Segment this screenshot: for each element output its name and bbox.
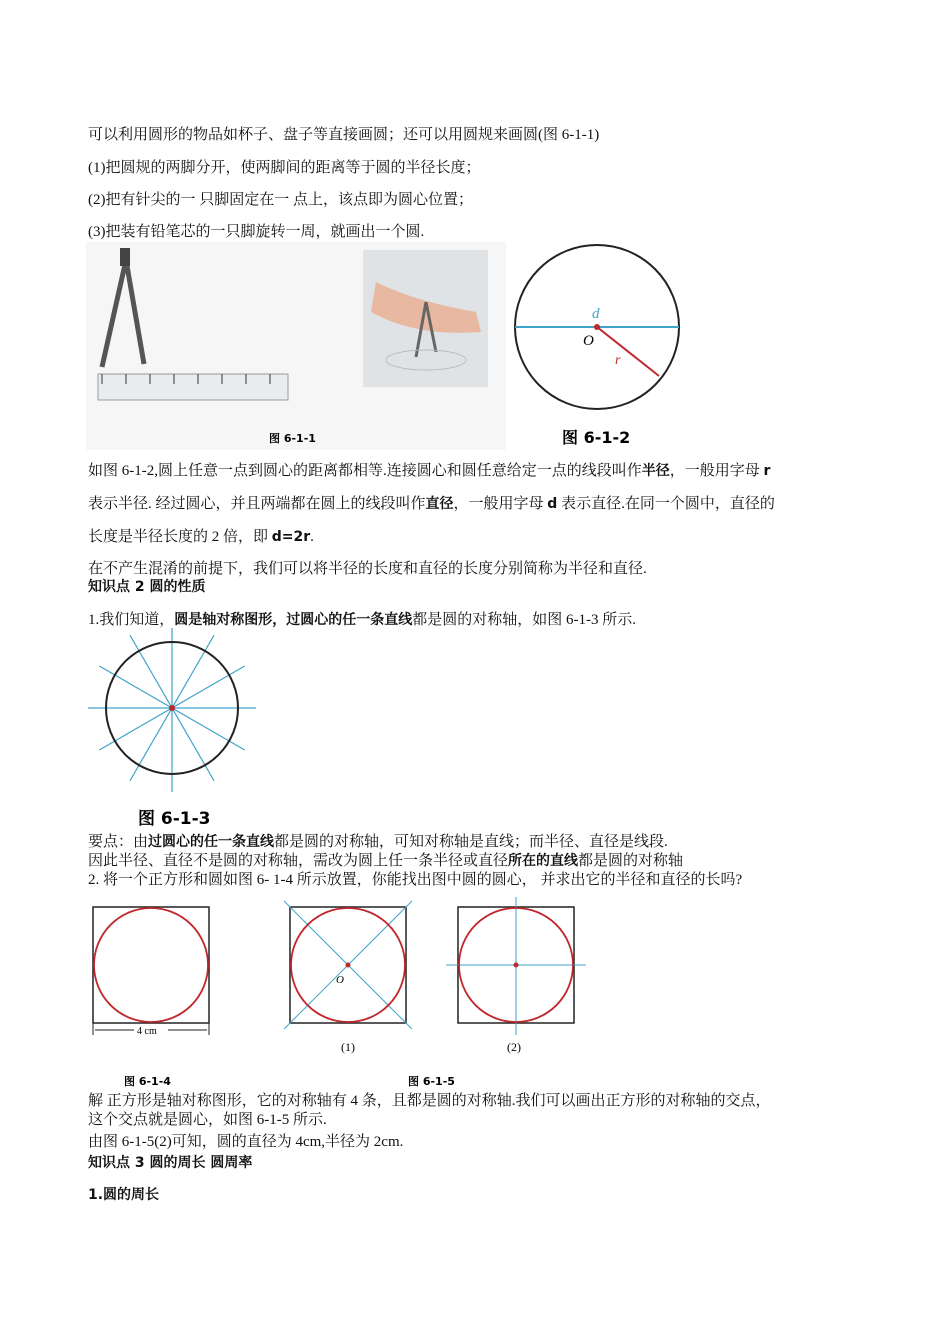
- caption-6-1-2: 图 6-1-2: [562, 428, 631, 447]
- caption-6-1-5: 图 6-1-5: [408, 1075, 455, 1088]
- solution-line-2: 这个交点就是圆心，如图 6-1-5 所示.: [88, 1112, 327, 1128]
- compass-illustration: [86, 242, 684, 450]
- step-1: (1)把圆规的两脚分开，使两脚间的距离等于圆的半径长度；: [88, 160, 481, 176]
- key-point-2: 因此半径、直径不是圆的对称轴，需改为圆上任一条半径或直径所在的直线都是圆的对称轴: [88, 853, 684, 869]
- step-2: (2)把有针尖的一 只脚固定在一 点上，该点即为圆心位置；: [88, 192, 473, 208]
- definition-line-3: 长度是半径长度的 2 倍，即 d=2r.: [88, 529, 314, 545]
- definition-line-2: 表示半径. 经过圆心，并且两端都在圆上的线段叫作直径，一般用字母 d 表示直径.在同一个圆中，直径的: [88, 496, 775, 512]
- caption-6-1-1: 图 6-1-1: [269, 432, 316, 445]
- sub-label-1: (1): [341, 1040, 355, 1054]
- section-3-heading: 知识点 3 圆的周长 圆周率: [88, 1155, 253, 1171]
- figure-compass-photos: [86, 242, 684, 450]
- definition-line-1: 如图 6-1-2,圆上任意一点到圆心的距离都相等.连接圆心和圆任意给定一点的线段叫作半径，一般用字母 r: [88, 463, 771, 479]
- label-o: O: [583, 333, 594, 349]
- section-2-heading: 知识点 2 圆的性质: [88, 579, 206, 595]
- key-point-1: 要点：由过圆心的任一条直线都是圆的对称轴，可知对称轴是直线；而半径、直径是线段.: [88, 834, 668, 850]
- label-o-2: O: [336, 974, 344, 986]
- intro-line: 可以利用圆形的物品如杯子、盘子等直接画圆；还可以用圆规来画圆(图 6-1-1): [88, 127, 600, 143]
- label-d: d: [592, 306, 600, 322]
- solution-line-3: 由图 6-1-5(2)可知，圆的直径为 4cm,半径为 2cm.: [88, 1134, 404, 1150]
- caption-6-1-4: 图 6-1-4: [124, 1075, 171, 1088]
- label-r: r: [615, 353, 621, 368]
- definition-note: 在不产生混淆的前提下，我们可以将半径的长度和直径的长度分别简称为半径和直径.: [88, 561, 647, 577]
- sub-label-2: (2): [507, 1040, 521, 1054]
- symmetry-statement: 1.我们知道，圆是轴对称图形，过圆心的任一条直线都是圆的对称轴，如图 6-1-3 所示.: [88, 612, 637, 628]
- figure-6-1-3: [88, 628, 263, 833]
- question-2: 2. 将一个正方形和圆如图 6- 1-4 所示放置，你能找出图中圆的圆心， 并求出它的半径和直径的长吗?: [88, 872, 743, 888]
- step-3: (3)把装有铅笔芯的一只脚旋转一周，就画出一个圆.: [88, 224, 425, 240]
- caption-6-1-3: 图 6-1-3: [138, 809, 211, 829]
- section-3-subheading: 1.圆的周长: [88, 1187, 160, 1203]
- solution-line-1: 解 正方形是轴对称图形，它的对称轴有 4 条，且都是圆的对称轴.我们可以画出正方形的对称轴的交点，: [88, 1093, 771, 1109]
- figure-6-1-4-and-6-1-5: [86, 895, 596, 1090]
- dimension-4cm: 4 cm: [137, 1026, 157, 1037]
